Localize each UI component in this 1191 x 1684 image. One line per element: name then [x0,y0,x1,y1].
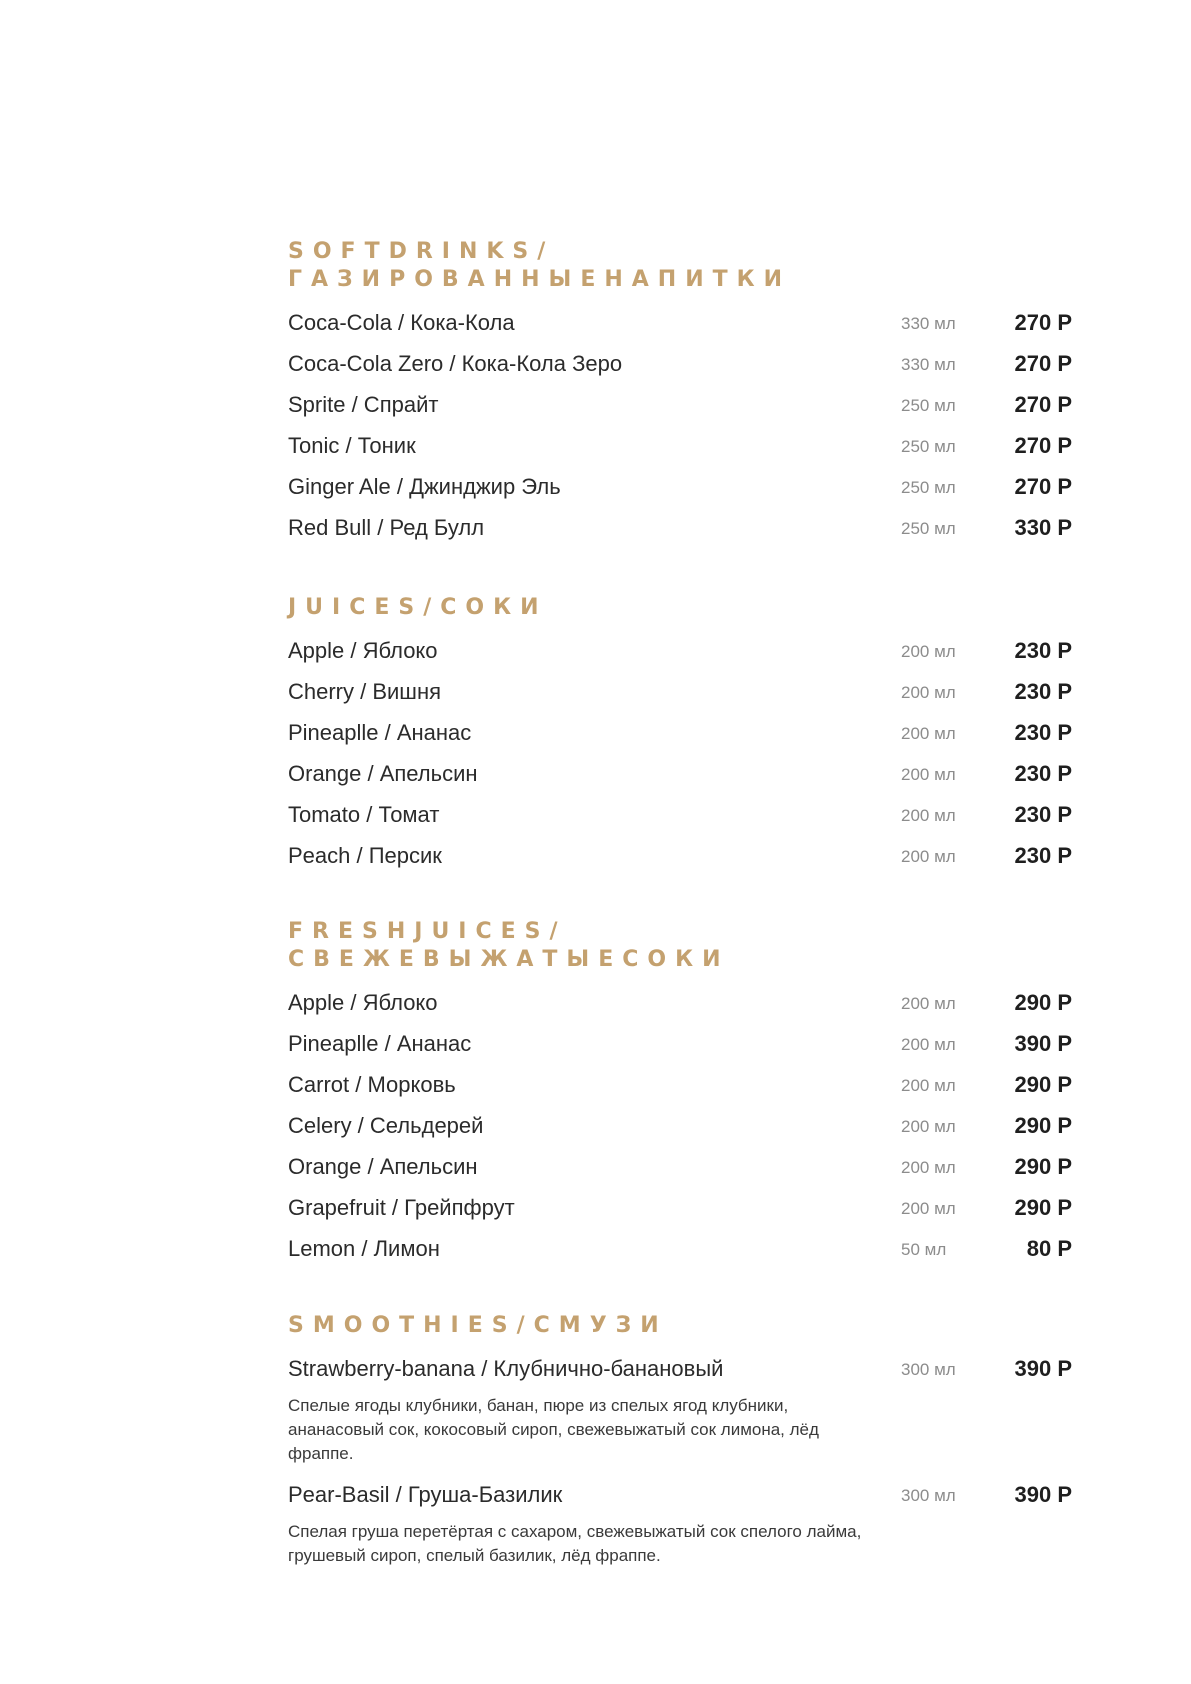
item-price: 230 Р [1014,802,1072,827]
item-name: Lemon / Лимон [288,1236,440,1261]
menu-item [288,632,1072,673]
item-volume: 250 мл [901,437,956,456]
item-volume: 200 мл [901,1035,956,1054]
item-name: Pear-Basil / Груша-Базилик [288,1482,563,1507]
item-price: 80 Р [1026,1236,1072,1261]
item-name: Cherry / Вишня [288,679,442,704]
menu-item [288,837,1072,878]
item-volume: 300 мл [901,1360,956,1379]
item-volume: 250 мл [901,396,956,415]
item-price: 290 Р [1014,1154,1072,1179]
menu-item [288,1350,1072,1466]
menu-item [288,1148,1072,1189]
item-volume: 250 мл [901,478,956,497]
menu-item [288,386,1072,427]
menu-item [288,755,1072,796]
item-price: 270 Р [1014,310,1072,335]
menu-item-row [288,1476,1072,1514]
item-list [288,304,1072,550]
item-volume: 200 мл [901,642,956,661]
item-price: 290 Р [1014,1072,1072,1097]
item-price: 290 Р [1014,1113,1072,1138]
menu-item [288,714,1072,755]
freshjuices-section [288,918,1072,1271]
item-price: 390 Р [1014,1482,1072,1507]
menu-item [288,304,1072,345]
item-name: Tomato / Томат [288,802,440,827]
item-price: 270 Р [1014,433,1072,458]
item-name: Red Bull / Ред Булл [288,515,485,540]
section-heading [288,1312,1072,1340]
item-price: 270 Р [1014,474,1072,499]
menu-item [288,984,1072,1025]
menu-item [288,1476,1072,1568]
item-name: Sprite / Спрайт [288,392,439,417]
item-volume: 200 мл [901,1076,956,1095]
heading-line: ГАЗИРОВАННЫЕНАПИТКИ [288,267,792,292]
menu-item [288,509,1072,550]
item-name: Orange / Апельсин [288,1154,478,1179]
section-heading [288,918,1072,974]
item-volume: 200 мл [901,806,956,825]
item-volume: 200 мл [901,847,956,866]
item-volume: 200 мл [901,1199,956,1218]
item-list [288,1350,1072,1568]
item-price: 290 Р [1014,1195,1072,1220]
item-name: Grapefruit / Грейпфрут [288,1195,515,1220]
menu-item [288,1025,1072,1066]
menu-item [288,796,1072,837]
item-name: Peach / Персик [288,843,442,868]
item-description: Спелая груша перетёртая с сахаром, свежевыжатый сок спелого лайма, грушевый сироп, спелый базилик, лёд фраппе. [288,1522,862,1565]
heading-line: FRESHJUICES/ [288,919,567,944]
item-volume: 330 мл [901,314,956,333]
item-price: 230 Р [1014,720,1072,745]
item-name: Coca-Cola Zero / Кока-Кола Зеро [288,351,623,376]
item-name: Pineaplle / Ананас [288,1031,472,1056]
menu-item-row [288,1350,1072,1388]
item-volume: 250 мл [901,519,956,538]
section-heading [288,594,1072,622]
heading-line: JUICES/СОКИ [288,595,548,620]
item-price: 270 Р [1014,392,1072,417]
heading-line: СВЕЖЕВЫЖАТЫЕСОКИ [288,947,730,972]
softdrinks-section [288,238,1072,550]
item-name: Pineaplle / Ананас [288,720,472,745]
item-price: 390 Р [1014,1356,1072,1381]
item-name: Carrot / Морковь [288,1072,456,1097]
item-name: Strawberry-banana / Клубнично-банановый [288,1356,724,1381]
item-price: 330 Р [1014,515,1072,540]
smoothies-section [288,1312,1072,1578]
item-volume: 300 мл [901,1486,956,1505]
juices-section [288,594,1072,878]
menu-item [288,468,1072,509]
menu-item [288,1066,1072,1107]
menu-item [288,673,1072,714]
menu-item [288,427,1072,468]
item-list [288,632,1072,878]
item-volume: 200 мл [901,994,956,1013]
item-price: 230 Р [1014,761,1072,786]
item-volume: 200 мл [901,683,956,702]
menu-item [288,1230,1072,1271]
item-volume: 330 мл [901,355,956,374]
item-name: Coca-Cola / Кока-Кола [288,310,515,335]
item-volume: 200 мл [901,1117,956,1136]
item-name: Ginger Ale / Джинджир Эль [288,474,561,499]
item-price: 230 Р [1014,843,1072,868]
item-name: Celery / Сельдерей [288,1113,484,1138]
menu-item [288,345,1072,386]
item-volume: 200 мл [901,765,956,784]
item-price: 290 Р [1014,990,1072,1015]
section-heading [288,238,1072,294]
item-name: Tonic / Тоник [288,433,416,458]
item-name: Apple / Яблоко [288,638,438,663]
item-list [288,984,1072,1271]
menu-item [288,1107,1072,1148]
menu-item [288,1189,1072,1230]
item-price: 390 Р [1014,1031,1072,1056]
item-name: Apple / Яблоко [288,990,438,1015]
item-volume: 200 мл [901,724,956,743]
item-price: 270 Р [1014,351,1072,376]
item-volume: 50 мл [901,1240,947,1259]
item-name: Orange / Апельсин [288,761,478,786]
item-volume: 200 мл [901,1158,956,1177]
item-price: 230 Р [1014,638,1072,663]
heading-line: SMOOTHIES/СМУЗИ [288,1313,668,1338]
item-description: Спелые ягоды клубники, банан, пюре из спелых ягод клубники, ананасовый сок, кокосовый сироп, свежевыжатый сок лимона, лёд фраппе. [288,1396,819,1463]
heading-line: SOFTDRINKS/ [288,239,555,264]
item-price: 230 Р [1014,679,1072,704]
